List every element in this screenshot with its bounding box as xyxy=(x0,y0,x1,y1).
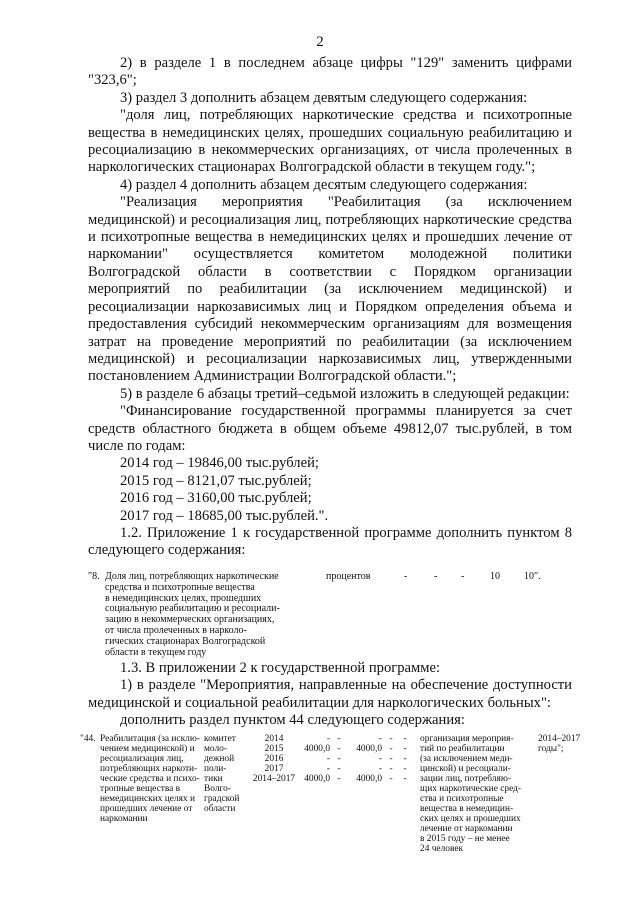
text-line: Реабилитация (за исклю- xyxy=(100,734,200,744)
value-cell: - xyxy=(403,754,407,764)
year-cell: 2016 xyxy=(264,754,284,764)
text-line: поли- xyxy=(204,764,227,774)
expected-result xyxy=(420,734,535,854)
text-line: тий по реабилитации xyxy=(420,744,505,754)
value-cell: - xyxy=(403,774,407,784)
value-cell: - xyxy=(337,764,341,774)
text-line: лечение от наркомании xyxy=(420,824,513,834)
year-line: 2014 год – 19846,00 тыс.рублей; xyxy=(120,455,319,472)
period xyxy=(538,734,582,754)
year-cell: 2014–2017 xyxy=(252,774,296,784)
paragraph: 1) в разделе "Мероприятия, направленные на обеспечение доступности медицинской и социальной реабилитации для наркологических больных": xyxy=(88,677,572,711)
text-line: ческие средства и психо- xyxy=(100,774,200,784)
text-line: в 2015 году – не менее xyxy=(420,834,510,844)
text-line: Волго- xyxy=(204,784,231,794)
text-line: цинской) и ресоциали- xyxy=(420,764,511,774)
text-line: чением медицинской) и xyxy=(100,744,195,754)
measure-name xyxy=(100,734,204,824)
value-cell: - xyxy=(337,744,341,754)
text-line: от числа пролеченных в нарколо- xyxy=(105,624,247,636)
value-2013: - xyxy=(404,571,408,582)
text-line: градской xyxy=(204,794,240,804)
paragraph: 3) раздел 3 дополнить абзацем девятым следующего содержания: xyxy=(120,89,528,106)
row-number: "44. xyxy=(80,734,96,744)
text-line: годы"; xyxy=(538,744,564,754)
text-line: комитет xyxy=(204,734,236,744)
text-line: щих наркотические сред- xyxy=(420,784,522,794)
local-column xyxy=(386,734,396,784)
text-line: зацию в некоммерческих организациях, xyxy=(105,614,275,626)
text-line: в немедицинских целях, прошедших xyxy=(105,592,262,604)
value-cell: - xyxy=(337,774,341,784)
text-line: тропные вещества в xyxy=(100,784,181,794)
value-cell: - xyxy=(389,744,393,754)
text-line: 2014–2017 xyxy=(538,734,581,744)
value-cell: - xyxy=(337,734,341,744)
text-line: социальную реабилитацию и ресоциали- xyxy=(105,603,280,615)
value-2016: 10 xyxy=(490,571,500,582)
extra-budget-column xyxy=(400,734,410,784)
value-cell: - xyxy=(326,764,330,774)
year-cell: 2017 xyxy=(264,764,284,774)
value-cell: - xyxy=(378,764,382,774)
value-2015: - xyxy=(461,571,465,582)
amendments-body xyxy=(88,55,572,560)
text-line: гических стационарах Волгоградской xyxy=(105,635,266,647)
value-cell: - xyxy=(378,754,382,764)
year-cell: 2015 xyxy=(264,744,284,754)
value-cell: - xyxy=(403,744,407,754)
value-cell: 4000,0 xyxy=(304,744,330,754)
appendix-2-changes xyxy=(88,660,572,730)
text-line: наркомании xyxy=(100,814,148,824)
paragraph: 2) в разделе 1 в последнем абзаце цифры "129" заменить цифрами "323,6"; xyxy=(88,55,572,89)
page-number: 2 xyxy=(316,34,324,50)
year-cell: 2014 xyxy=(264,734,284,744)
text-line: вещества в немедицин- xyxy=(420,804,514,814)
total-column xyxy=(298,734,330,784)
executor xyxy=(204,734,248,814)
value-cell: - xyxy=(326,754,330,764)
paragraph: 1.3. В приложении 2 к государственной программе: xyxy=(120,660,441,676)
text-line: области xyxy=(204,804,236,814)
text-line: немедицинских целях и xyxy=(100,794,195,804)
value-cell: - xyxy=(389,764,393,774)
value-2014: - xyxy=(434,571,438,582)
text-line: зации лиц, потребляю- xyxy=(420,774,511,784)
text-line: средства и психотропные вещества xyxy=(105,581,255,593)
text-line: организация мероприя- xyxy=(420,734,514,744)
indicator-text xyxy=(105,572,305,658)
value-cell: - xyxy=(337,754,341,764)
paragraph: 5) в разделе 6 абзацы третий–седьмой изложить в следующей редакции: xyxy=(120,385,570,402)
value-cell: - xyxy=(326,734,330,744)
year-line: 2017 год – 18685,00 тыс.рублей.". xyxy=(120,507,329,524)
value-cell: - xyxy=(403,764,407,774)
paragraph: "доля лиц, потребляющих наркотические средства и психотропные вещества в немедицинских целях, прошедших социальную реабилитацию и ресоциализацию в некоммерческих организациях, от числа пролеченных в наркологических стационарах Волгоградской области в текущем году."; xyxy=(88,107,572,176)
value-cell: 4000,0 xyxy=(356,774,382,784)
text-line: тики xyxy=(204,774,223,784)
text-line: ских целях и прошедших xyxy=(420,814,521,824)
text-line: ресоциализация лиц, xyxy=(100,754,184,764)
value-cell: 4000,0 xyxy=(304,774,330,784)
row-number: "8. xyxy=(88,571,100,582)
text-line: потребляющих наркоти- xyxy=(100,764,198,774)
paragraph: 4) раздел 4 дополнить абзацем десятым следующего содержания: xyxy=(120,176,528,193)
paragraph: "Реализация мероприятия "Реабилитация (за исключением медицинской) и ресоциализация лиц, потребляющих наркотические средства и психотропные вещества в немедицинских целях и прошедших лечение от наркомании" осуществляется комитетом молодежной политики Волгоградской области в соответствии с Порядком организации мероприятий по реабилитации (за исключением медицинской) и ресоциализации наркозависимых лиц и Порядком определения объема и предоставления субсидий некоммерческим организациям для возмещения затрат на проведение мероприятий по реабилитации (за исключением медицинской) и ресоциализации наркозависимых лиц, утвержденными постановлением Администрации Волгоградской области."; xyxy=(88,194,572,385)
unit: процентов xyxy=(326,571,371,582)
value-cell: - xyxy=(378,734,382,744)
text-line: (за исключением меди- xyxy=(420,754,513,764)
year-line: 2016 год – 3160,00 тыс.рублей; xyxy=(120,490,312,507)
paragraph: 1.2. Приложение 1 к государственной программе дополнить пунктом 8 следующего содержания: xyxy=(88,524,572,559)
value-cell: - xyxy=(389,734,393,744)
text-line: моло- xyxy=(204,744,227,754)
text-line: дежной xyxy=(204,754,235,764)
regional-column xyxy=(348,734,382,784)
text-line: прошедших лечение от xyxy=(100,804,193,814)
value-2017: 10". xyxy=(524,571,541,582)
text-line: 24 человек xyxy=(420,844,464,854)
text-line: области в текущем году xyxy=(105,646,207,658)
value-cell: - xyxy=(389,774,393,784)
paragraph: дополнить раздел пунктом 44 следующего содержания: xyxy=(120,712,465,729)
text-line: ства и психотропные xyxy=(420,794,504,804)
years-column xyxy=(252,734,296,784)
federal-column xyxy=(334,734,344,784)
value-cell: 4000,0 xyxy=(356,744,382,754)
value-cell: - xyxy=(389,754,393,764)
text-line: Доля лиц, потребляющих наркотические xyxy=(105,571,279,582)
year-line: 2015 год – 8121,07 тыс.рублей; xyxy=(120,472,312,489)
value-cell: - xyxy=(403,734,407,744)
paragraph: "Финансирование государственной программы планируется за счет средств областного бюджета в общем объеме 49812,07 тыс.рублей, в том числе по годам: xyxy=(88,403,572,454)
